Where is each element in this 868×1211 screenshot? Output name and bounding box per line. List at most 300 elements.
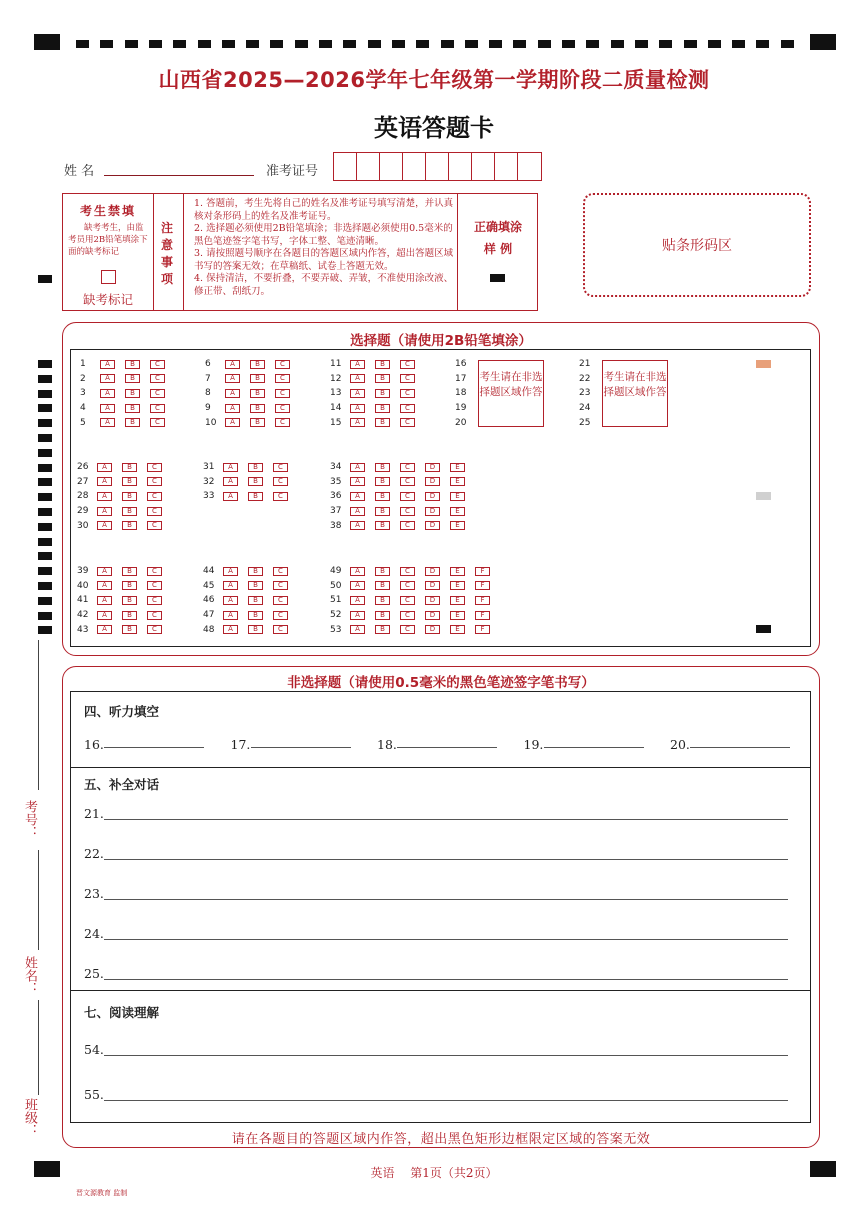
answer-line[interactable] (104, 808, 788, 820)
answer-bubble[interactable]: B (125, 374, 140, 383)
answer-bubble[interactable]: A (100, 418, 115, 427)
timing-dash (270, 40, 283, 48)
answer-bubble[interactable]: B (375, 374, 390, 383)
question-number: 39 (77, 566, 89, 576)
answer-bubble[interactable]: E (450, 507, 465, 516)
answer-bubble[interactable]: B (122, 521, 137, 530)
question-number: 47 (203, 610, 215, 621)
name-label: 姓 名 (64, 164, 95, 179)
answer-bubble[interactable]: B (125, 404, 140, 413)
answer-bubble[interactable]: A (350, 492, 365, 501)
answer-bubble[interactable]: C (273, 477, 288, 486)
answer-number: 22. (84, 846, 104, 861)
timing-dash (611, 40, 624, 48)
answer-bubble[interactable]: C (147, 477, 162, 486)
answer-bubble[interactable]: C (400, 477, 415, 486)
answer-bubble[interactable]: A (225, 360, 240, 369)
answer-bubble[interactable]: B (122, 611, 137, 620)
absent-label: 缺考标记 (82, 292, 133, 307)
answer-bubble[interactable]: C (273, 596, 288, 605)
timing-dash (465, 40, 478, 48)
answer-bubble[interactable]: B (375, 611, 390, 620)
question-row (455, 388, 475, 398)
question-number: 38 (330, 520, 342, 531)
answer-bubble[interactable]: B (375, 625, 390, 634)
question-number: 34 (330, 462, 342, 472)
answer-bubble[interactable]: A (350, 567, 365, 576)
answer-bubble[interactable]: B (375, 507, 390, 516)
answer-bubble[interactable]: A (223, 567, 238, 576)
answer-bubble[interactable]: C (273, 567, 288, 576)
side-timing-mark (38, 567, 52, 575)
answer-bubble[interactable]: C (400, 507, 415, 516)
answer-bubble[interactable]: F (475, 625, 490, 634)
timing-dash (586, 40, 599, 48)
sample-sub: 样 例 (483, 242, 513, 256)
timing-dash (76, 40, 89, 48)
question-row (80, 388, 175, 398)
answer-bubble[interactable]: C (400, 360, 415, 369)
answer-bubble[interactable]: A (223, 463, 238, 472)
question-row (579, 403, 599, 413)
notice-title: 注意事项 (161, 221, 174, 286)
answer-bubble[interactable]: C (147, 596, 162, 605)
answer-bubble[interactable]: B (125, 389, 140, 398)
answer-bubble[interactable]: A (97, 611, 112, 620)
question-number: 53 (330, 624, 342, 635)
timing-dash (368, 40, 381, 48)
absent-checkbox[interactable] (101, 270, 116, 284)
question-number: 44 (203, 566, 215, 576)
answer-bubble[interactable]: A (350, 418, 365, 427)
answer-bubble[interactable]: B (375, 463, 390, 472)
answer-bubble[interactable]: A (350, 611, 365, 620)
answer-bubble[interactable]: B (248, 625, 263, 634)
credit-text: 晋文源教育 监制 (76, 1189, 128, 1197)
question-number: 3 (80, 388, 86, 399)
question-number: 24 (579, 403, 591, 414)
question-row (203, 581, 298, 591)
answer-bubble[interactable]: C (273, 611, 288, 620)
answer-bubble[interactable]: A (223, 611, 238, 620)
page-footer: 英语 第1页（共2页） (370, 1166, 498, 1180)
notice-cell (184, 194, 458, 310)
answer-bubble[interactable]: C (150, 360, 165, 369)
answer-bubble[interactable]: B (122, 596, 137, 605)
answer-bubble[interactable]: A (97, 581, 112, 590)
answer-bubble[interactable]: D (425, 581, 440, 590)
question-number: 2 (80, 373, 86, 384)
question-row (330, 610, 500, 620)
answer-bubble[interactable]: C (147, 567, 162, 576)
answer-bubble[interactable]: A (350, 507, 365, 516)
answer-bubble[interactable]: C (273, 492, 288, 501)
answer-bubble[interactable]: A (97, 625, 112, 634)
question-row (330, 477, 475, 487)
answer-bubble[interactable]: C (150, 374, 165, 383)
answer-bubble[interactable]: A (100, 389, 115, 398)
side-timing-mark (38, 360, 52, 368)
side-timing-mark (38, 464, 52, 472)
answer-bubble[interactable]: E (450, 611, 465, 620)
part4-heading: 四、听力填空 (84, 704, 160, 719)
answer-bubble[interactable]: C (400, 418, 415, 427)
answer-blank[interactable] (104, 736, 204, 748)
answer-number: 18. (377, 737, 397, 752)
answer-bubble[interactable]: E (450, 581, 465, 590)
question-row (205, 418, 300, 428)
answer-bubble[interactable]: C (150, 389, 165, 398)
answer-bubble[interactable]: D (425, 625, 440, 634)
question-number: 32 (203, 476, 215, 487)
question-row (80, 403, 175, 413)
answer-bubble[interactable]: C (400, 521, 415, 530)
answer-bubble[interactable]: C (273, 581, 288, 590)
question-row (77, 566, 172, 576)
question-number: 33 (203, 491, 215, 502)
question-number: 52 (330, 610, 342, 621)
question-row (330, 403, 425, 413)
question-number: 6 (205, 359, 211, 369)
side-timing-mark (38, 375, 52, 383)
answer-bubble[interactable]: B (375, 521, 390, 530)
answer-bubble[interactable]: B (250, 360, 265, 369)
question-row (330, 581, 500, 591)
answer-bubble[interactable]: A (350, 374, 365, 383)
question-row (77, 595, 172, 605)
question-row (77, 477, 172, 487)
answer-bubble[interactable]: E (450, 625, 465, 634)
answer-bubble[interactable]: B (375, 360, 390, 369)
answer-bubble[interactable]: B (375, 404, 390, 413)
answer-line[interactable] (104, 848, 788, 860)
question-row (579, 418, 599, 428)
answer-bubble[interactable]: C (147, 521, 162, 530)
question-number: 27 (77, 476, 89, 487)
side-class-label: 班级： (22, 1098, 37, 1137)
answer-bubble[interactable]: A (350, 404, 365, 413)
side-timing-mark (38, 390, 52, 398)
answer-bubble[interactable]: D (425, 611, 440, 620)
answer-bubble[interactable]: A (97, 521, 112, 530)
question-row (330, 491, 475, 501)
answer-bubble[interactable]: C (400, 611, 415, 620)
timing-track-top (0, 37, 868, 51)
answer-line[interactable] (104, 1089, 788, 1101)
question-number: 17 (455, 373, 467, 384)
question-number: 51 (330, 595, 342, 606)
question-row (579, 359, 599, 369)
answer-bubble[interactable]: C (150, 404, 165, 413)
answer-bubble[interactable]: B (375, 492, 390, 501)
answer-bubble[interactable]: A (223, 477, 238, 486)
answer-bubble[interactable]: C (400, 463, 415, 472)
answer-bubble[interactable]: C (147, 625, 162, 634)
forbid-cell (63, 194, 154, 310)
side-line-1 (38, 640, 39, 790)
answer-bubble[interactable]: E (450, 463, 465, 472)
question-number: 26 (77, 462, 89, 472)
question-row (77, 625, 172, 635)
answer-bubble[interactable]: C (400, 625, 415, 634)
question-row (80, 359, 175, 369)
answer-bubble[interactable]: B (250, 374, 265, 383)
answer-bubble[interactable]: E (450, 521, 465, 530)
answer-bubble[interactable]: A (225, 404, 240, 413)
answer-bubble[interactable]: D (425, 492, 440, 501)
choice-title: 选择题（请使用2B铅笔填涂） (350, 333, 532, 349)
forbid-text: 缺考考生，由监考员用2B铅笔填涂下面的缺考标记 (68, 223, 148, 257)
question-number: 45 (203, 580, 215, 591)
question-row (455, 359, 475, 369)
answer-bubble[interactable]: B (248, 581, 263, 590)
answer-bubble[interactable]: A (97, 507, 112, 516)
timing-dash (100, 40, 113, 48)
answer-bubble[interactable]: A (223, 492, 238, 501)
answer-bubble[interactable]: B (248, 463, 263, 472)
question-number: 16 (455, 359, 467, 369)
answer-bubble[interactable]: A (350, 625, 365, 634)
answer-bubble[interactable]: C (400, 581, 415, 590)
answer-bubble[interactable]: B (375, 477, 390, 486)
answer-bubble[interactable]: A (350, 596, 365, 605)
answer-number: 54. (84, 1042, 104, 1057)
question-row (203, 566, 298, 576)
answer-bubble[interactable]: C (400, 374, 415, 383)
question-number: 1 (80, 359, 86, 369)
answer-bubble[interactable]: D (425, 521, 440, 530)
answer-bubble[interactable]: B (248, 611, 263, 620)
question-number: 50 (330, 580, 342, 591)
answer-bubble[interactable]: C (275, 360, 290, 369)
answer-bubble[interactable]: B (248, 492, 263, 501)
question-row (330, 359, 425, 369)
answer-bubble[interactable]: F (475, 567, 490, 576)
barcode-area: 贴条形码区 (583, 193, 811, 297)
question-number: 25 (579, 417, 591, 428)
side-name-label: 姓名： (22, 956, 37, 995)
answer-line[interactable] (104, 968, 788, 980)
divider-part7 (70, 990, 811, 991)
answer-bubble[interactable]: B (250, 389, 265, 398)
answer-bubble[interactable]: D (425, 507, 440, 516)
name-field[interactable] (104, 160, 254, 176)
answer-bubble[interactable]: A (97, 477, 112, 486)
answer-bubble[interactable]: A (225, 374, 240, 383)
answer-bubble[interactable]: A (225, 418, 240, 427)
answer-bubble[interactable]: A (350, 360, 365, 369)
answer-bubble[interactable]: B (122, 625, 137, 634)
question-row (455, 374, 475, 384)
timing-dash (708, 40, 721, 48)
question-number: 18 (455, 388, 467, 399)
answer-bubble[interactable]: B (250, 404, 265, 413)
answer-bubble[interactable]: F (475, 596, 490, 605)
answer-bubble[interactable]: C (273, 625, 288, 634)
answer-blank[interactable] (251, 736, 351, 748)
answer-bubble[interactable]: A (97, 492, 112, 501)
sample-cell (458, 194, 538, 310)
question-number: 19 (455, 403, 467, 414)
timing-dash (684, 40, 697, 48)
question-number: 35 (330, 476, 342, 487)
answer-bubble[interactable]: E (450, 477, 465, 486)
color-mark-black (756, 625, 771, 633)
timing-dash (198, 40, 211, 48)
answer-bubble[interactable]: C (275, 389, 290, 398)
notice-line-4: 4. 保持清洁，不要折叠，不要弄破、弄皱，不准使用涂改液、修正带、刮纸刀。 (194, 273, 454, 297)
id-number-boxes[interactable] (333, 152, 542, 181)
answer-bubble[interactable]: A (100, 404, 115, 413)
answer-bubble[interactable]: C (400, 596, 415, 605)
question-row (203, 462, 298, 472)
answer-bubble[interactable]: A (223, 596, 238, 605)
side-timing-mark (38, 508, 52, 516)
answer-bubble[interactable]: A (350, 389, 365, 398)
answer-bubble[interactable]: C (273, 463, 288, 472)
answer-bubble[interactable]: B (122, 477, 137, 486)
answer-bubble[interactable]: C (400, 567, 415, 576)
answer-bubble[interactable]: C (150, 418, 165, 427)
answer-bubble[interactable]: C (147, 463, 162, 472)
answer-bubble[interactable]: D (425, 567, 440, 576)
timing-dash (149, 40, 162, 48)
question-row (205, 388, 300, 398)
answer-bubble[interactable]: A (350, 477, 365, 486)
part7-heading: 七、阅读理解 (84, 1005, 160, 1020)
answer-bubble[interactable]: F (475, 611, 490, 620)
answer-bubble[interactable]: A (350, 581, 365, 590)
question-number: 31 (203, 462, 215, 472)
answer-bubble[interactable]: F (475, 581, 490, 590)
question-number: 29 (77, 506, 89, 517)
answer-bubble[interactable]: C (400, 492, 415, 501)
timing-dash (392, 40, 405, 48)
side-exam-no-label: 考号： (22, 800, 37, 839)
answer-bubble[interactable]: B (122, 507, 137, 516)
question-number: 9 (205, 403, 211, 414)
answer-bubble[interactable]: B (250, 418, 265, 427)
answer-bubble[interactable]: D (425, 463, 440, 472)
answer-bubble[interactable]: B (375, 567, 390, 576)
answer-bubble[interactable]: B (375, 581, 390, 590)
answer-bubble[interactable]: B (375, 596, 390, 605)
question-number: 7 (205, 373, 211, 384)
answer-bubble[interactable]: A (225, 389, 240, 398)
answer-blank[interactable] (544, 736, 644, 748)
answer-bubble[interactable]: C (275, 418, 290, 427)
side-timing-mark (38, 582, 52, 590)
divider-part5 (70, 767, 811, 768)
question-number: 30 (77, 520, 89, 531)
answer-bubble[interactable]: B (125, 418, 140, 427)
answer-bubble[interactable]: C (275, 374, 290, 383)
answer-bubble[interactable]: A (223, 625, 238, 634)
answer-bubble[interactable]: C (275, 404, 290, 413)
side-timing-mark (38, 626, 52, 634)
question-row (330, 521, 475, 531)
question-number: 36 (330, 491, 342, 502)
answer-bubble[interactable]: E (450, 492, 465, 501)
answer-line[interactable] (104, 928, 788, 940)
side-timing-mark (38, 552, 52, 560)
answer-bubble[interactable]: C (147, 507, 162, 516)
answer-bubble[interactable]: A (350, 521, 365, 530)
question-row (77, 581, 172, 591)
answer-number: 20. (670, 737, 690, 752)
answer-bubble[interactable]: C (147, 581, 162, 590)
question-row (330, 374, 425, 384)
answer-bubble[interactable]: A (97, 567, 112, 576)
question-number: 15 (330, 417, 342, 428)
answer-number: 24. (84, 926, 104, 941)
answer-bubble[interactable]: B (375, 389, 390, 398)
answer-bubble[interactable]: A (350, 463, 365, 472)
answer-bubble[interactable]: E (450, 567, 465, 576)
answer-bubble[interactable]: A (97, 596, 112, 605)
question-row (80, 418, 175, 428)
answer-bubble[interactable]: B (248, 596, 263, 605)
answer-bubble[interactable]: C (147, 492, 162, 501)
answer-bubble[interactable]: C (400, 404, 415, 413)
question-number: 43 (77, 624, 89, 635)
question-number: 10 (205, 417, 217, 428)
question-number: 40 (77, 580, 89, 591)
answer-bubble[interactable]: B (125, 360, 140, 369)
timing-dash (756, 40, 769, 48)
answer-bubble[interactable]: E (450, 596, 465, 605)
answer-blank[interactable] (690, 736, 790, 748)
answer-bubble[interactable]: C (147, 611, 162, 620)
question-row (330, 506, 475, 516)
answer-blank[interactable] (397, 736, 497, 748)
answer-bubble[interactable]: B (122, 492, 137, 501)
answer-bubble[interactable]: B (375, 418, 390, 427)
answer-bubble[interactable]: B (122, 463, 137, 472)
answer-bubble[interactable]: A (100, 374, 115, 383)
forbid-title: 考生禁填 (79, 204, 136, 218)
question-row (203, 625, 298, 635)
answer-bubble[interactable]: B (122, 581, 137, 590)
answer-bubble[interactable]: A (100, 360, 115, 369)
answer-bubble[interactable]: C (400, 389, 415, 398)
timing-dash (125, 40, 138, 48)
answer-bubble[interactable]: B (248, 567, 263, 576)
answer-bubble[interactable]: D (425, 477, 440, 486)
color-mark-salmon (756, 360, 771, 368)
answer-number: 16. (84, 737, 104, 752)
answer-bubble[interactable]: D (425, 596, 440, 605)
question-row (205, 374, 300, 384)
side-timing-mark (38, 493, 52, 501)
question-row (77, 521, 172, 531)
side-timing-mark (38, 523, 52, 531)
answer-bubble[interactable]: B (248, 477, 263, 486)
side-timing-mark (38, 434, 52, 442)
timing-dash (562, 40, 575, 48)
answer-line[interactable] (104, 1044, 788, 1056)
question-row (80, 374, 175, 384)
question-row (77, 491, 172, 501)
question-row (203, 595, 298, 605)
answer-bubble[interactable]: A (97, 463, 112, 472)
question-number: 28 (77, 491, 89, 502)
answer-bubble[interactable]: A (223, 581, 238, 590)
timing-dash (416, 40, 429, 48)
side-timing-mark (38, 478, 52, 486)
answer-bubble[interactable]: B (122, 567, 137, 576)
answer-line[interactable] (104, 888, 788, 900)
